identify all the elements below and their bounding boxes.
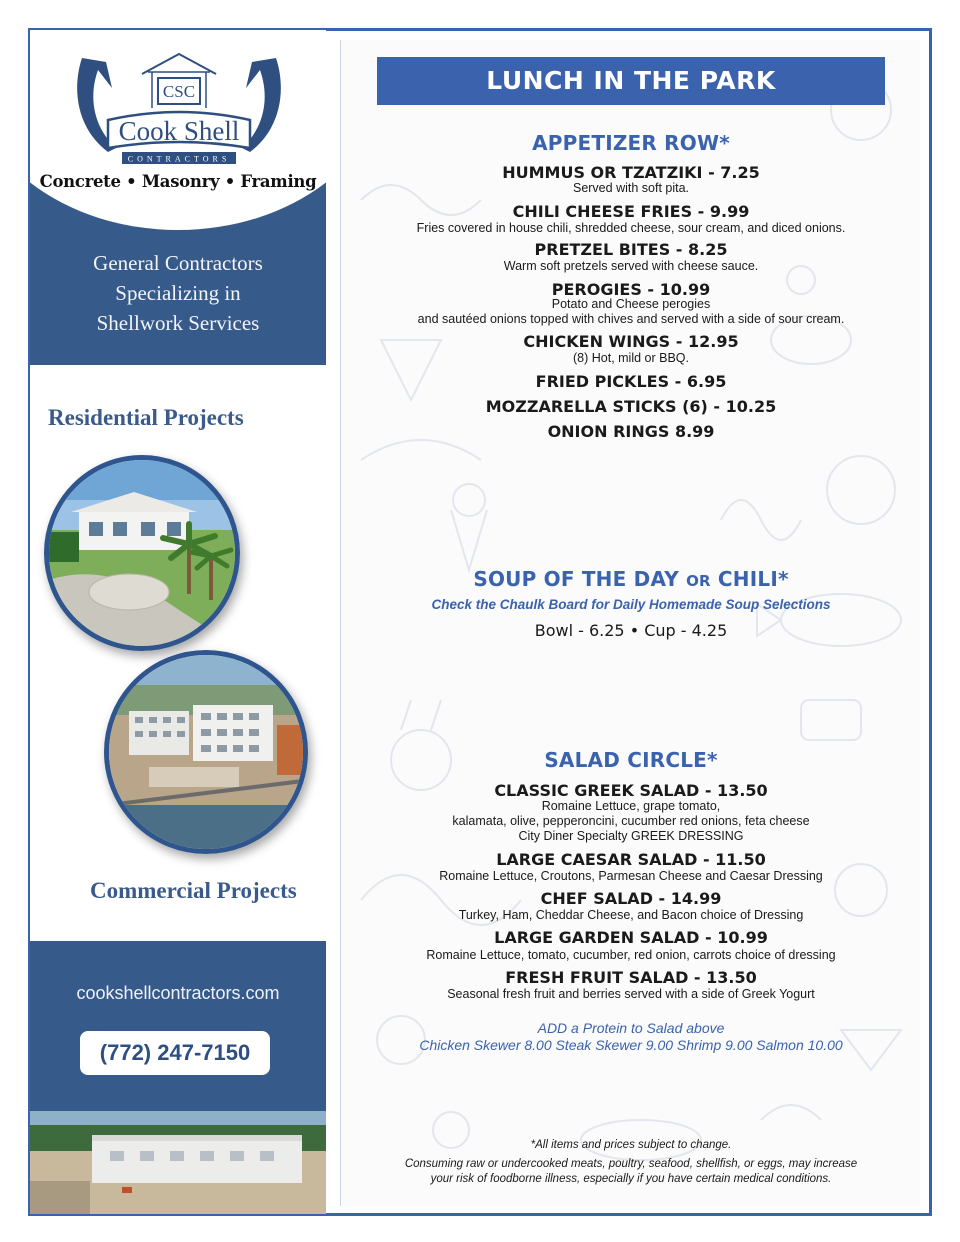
protein-title: ADD a Protein to Salad above [537,1020,725,1036]
company-logo [72,48,286,176]
building-photo [30,1111,326,1214]
company-description [30,248,326,338]
menu-item-name: MOZZARELLA STICKS (6) - 10.25 [485,397,777,416]
soup-heading-part: CHILI* [710,567,789,591]
menu-item-name: CHILI CHEESE FRIES - 9.99 [512,202,750,221]
food-doodle-icon [361,440,481,460]
menu-item-desc: Romaine Lettuce, tomato, cucumber, red onion, carrots choice of dressing [426,948,836,962]
description-line: Shellwork Services [96,311,260,335]
menu-item-desc: Romaine Lettuce, grape tomato, [541,799,721,813]
protein-options: Chicken Skewer 8.00 Steak Skewer 9.00 Shrimp 9.00 Salmon 10.00 [419,1037,843,1053]
food-doodle-icon [453,484,485,516]
menu-item-name: CHICKEN WINGS - 12.95 [523,332,739,351]
company-tagline: Concrete • Masonry • Framing [39,172,317,191]
soup-heading [341,567,920,591]
menu-item-name: CHEF SALAD - 14.99 [540,889,722,908]
menu-item-desc: City Diner Specialty GREEK DRESSING [518,829,744,843]
soup-note: Check the Chaulk Board for Daily Homemade Soup Selections [431,597,831,612]
menu-item-name: PRETZEL BITES - 8.25 [534,240,728,259]
projects-panel [30,365,326,941]
menu-item-desc: Served with soft pita. [572,181,690,195]
menu-item-name: LARGE CAESAR SALAD - 11.50 [496,850,766,869]
svg-text:CSC: CSC [162,82,196,101]
soup-heading-or: OR [686,572,711,590]
menu-item-desc: Romaine Lettuce, Croutons, Parmesan Cheese and Caesar Dressing [439,869,823,883]
description-line: Specializing in [115,281,241,305]
salads-heading: SALAD CIRCLE* [544,748,718,772]
commercial-project-photo [104,650,308,854]
food-doodle-icon [721,500,801,540]
menu-item-desc: Turkey, Ham, Cheddar Cheese, and Bacon choice of Dressing [458,908,804,922]
phone-number[interactable]: (772) 247-7150 [80,1031,270,1075]
soup-heading-part: SOUP OF THE DAY [473,567,687,591]
menu-item-name: FRESH FRUIT SALAD - 13.50 [505,968,757,987]
description-line: General Contractors [93,251,263,275]
food-doodle-icon [401,700,441,730]
ice-cream-doodle-icon [451,510,487,570]
food-safety-warning: Consuming raw or undercooked meats, poultry, seafood, shellfish, or eggs, may increase [404,1158,858,1170]
menu-panel [340,40,920,1206]
soup-price: Bowl - 6.25 • Cup - 4.25 [534,621,728,640]
menu-item-name: FRIED PICKLES - 6.95 [535,372,727,391]
menu-item-desc: Fries covered in house chili, shredded cheese, sour cream, and diced onions. [416,221,846,235]
menu-item-desc: Seasonal fresh fruit and berries served with a side of Greek Yogurt [447,987,815,1001]
sidebar [30,30,326,1214]
menu-item-name: CLASSIC GREEK SALAD - 13.50 [494,781,768,800]
svg-text:CONTRACTORS: CONTRACTORS [127,154,231,164]
menu-item-desc: kalamata, olive, pepperoncini, cucumber red onions, feta cheese [452,814,810,828]
appetizers-heading: APPETIZER ROW* [532,131,730,155]
website-link[interactable]: cookshellcontractors.com [76,983,280,1003]
food-doodle-icon [761,1105,821,1120]
menu-item-name: PEROGIES - 10.99 [551,280,711,299]
menu-item-name: LARGE GARDEN SALAD - 10.99 [494,928,768,947]
price-disclaimer: *All items and prices subject to change. [530,1139,732,1151]
svg-text:Cook Shell: Cook Shell [118,116,240,146]
menu-item-desc: Warm soft pretzels served with cheese sauce. [503,259,759,273]
food-doodle-icon [827,456,895,524]
food-doodle-icon [801,700,861,740]
commercial-projects-title: Commercial Projects [90,878,297,903]
residential-projects-title: Residential Projects [48,405,244,430]
menu-item-name: HUMMUS OR TZATZIKI - 7.25 [502,163,760,182]
contact-panel [30,941,326,1214]
food-safety-warning: your risk of foodborne illness, especially if you have certain medical conditions. [430,1173,832,1185]
sidebar-header [30,30,326,365]
menu-title: LUNCH IN THE PARK [377,57,885,105]
residential-project-photo [44,455,240,651]
menu-item-desc: and sautéed onions topped with chives and served with a side of sour cream. [417,312,845,326]
menu-item-desc: Potato and Cheese perogies [551,297,711,311]
menu-item-desc: (8) Hot, mild or BBQ. [573,351,689,365]
menu-item-name: ONION RINGS 8.99 [547,422,715,441]
